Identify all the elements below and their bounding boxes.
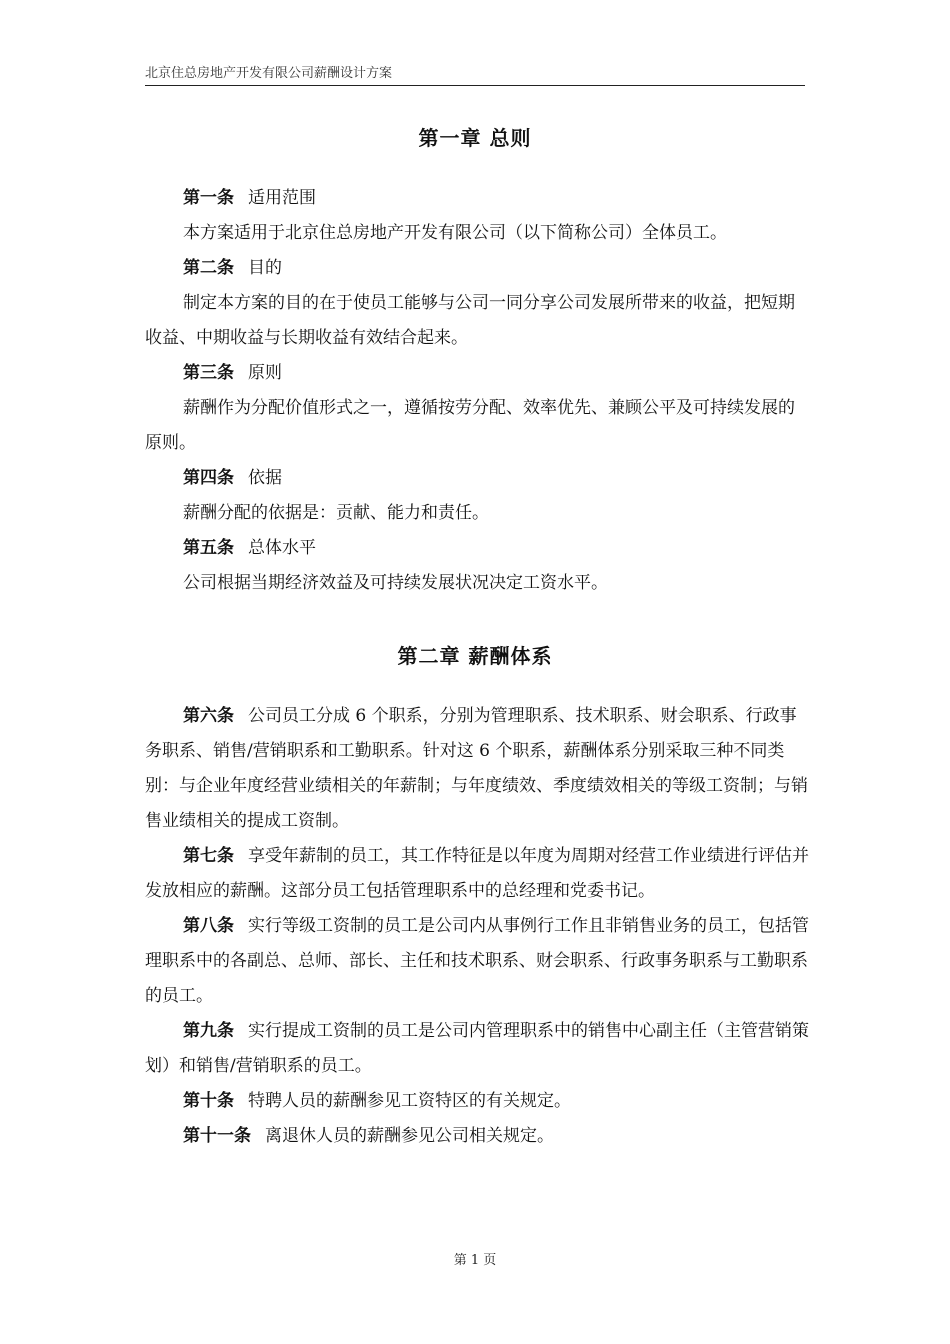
article-heading: 总体水平 [248,538,316,558]
article-6 [145,699,810,839]
article-label: 第四条 [183,468,234,488]
article-label: 第九条 [183,1021,234,1041]
article-label: 第八条 [183,916,234,936]
article-text: 实行等级工资制的员工是公司内从事例行工作且非销售业务的员工，包括管理职系中的各副总、总师、部长、主任和技术职系、财会职系、行政事务职系与工勤职系的员工。 [145,916,809,1006]
chapter-1-body [145,181,810,601]
article-label: 第二条 [183,258,234,278]
article-5-heading [145,531,810,566]
article-7 [145,839,810,909]
article-10 [145,1084,810,1119]
article-heading: 原则 [248,363,282,383]
article-text: 享受年薪制的员工，其工作特征是以年度为周期对经营工作业绩进行评估并发放相应的薪酬。这部分员工包括管理职系中的总经理和党委书记。 [145,846,809,901]
chapter-2-body [145,699,810,1154]
article-heading: 目的 [248,258,282,278]
article-label: 第五条 [183,538,234,558]
chapter-1-title: 第一章 总则 [418,126,532,150]
article-1-body: 本方案适用于北京住总房地产开发有限公司（以下简称公司）全体员工。 [183,223,727,243]
chapter-2-title: 第二章 薪酬体系 [397,644,553,668]
article-text: 实行提成工资制的员工是公司内管理职系中的销售中心副主任（主管营销策划）和销售/营销职系的员工。 [145,1021,809,1076]
article-label: 第十一条 [183,1126,251,1146]
article-2-heading [145,251,810,286]
article-label: 第三条 [183,363,234,383]
article-heading: 依据 [248,468,282,488]
article-5-body: 公司根据当期经济效益及可持续发展状况决定工资水平。 [183,573,608,593]
page-number: 第 1 页 [453,1253,497,1268]
article-8 [145,909,810,1014]
article-heading: 适用范围 [248,188,316,208]
article-11 [145,1119,810,1154]
page-header: 北京住总房地产开发有限公司薪酬设计方案 [145,66,805,86]
article-9 [145,1014,810,1084]
article-text: 离退休人员的薪酬参见公司相关规定。 [265,1126,554,1146]
article-1-heading [145,181,810,216]
article-text: 公司员工分成 6 个职系，分别为管理职系、技术职系、财会职系、行政事务职系、销售/营销职系和工勤职系。针对这 6 个职系，薪酬体系分别采取三种不同类别：与企业年度经营业绩相关的年薪制；与年度绩效、季度绩效相关的等级工资制；与销售业绩相关的提成工资制。 [145,706,808,831]
article-3-heading [145,356,810,391]
article-label: 第十条 [183,1091,234,1111]
article-label: 第一条 [183,188,234,208]
article-label: 第七条 [183,846,234,866]
article-text: 特聘人员的薪酬参见工资特区的有关规定。 [248,1091,571,1111]
article-4-body: 薪酬分配的依据是：贡献、能力和责任。 [183,503,489,523]
article-2-body: 制定本方案的目的在于使员工能够与公司一同分享公司发展所带来的收益，把短期收益、中期收益与长期收益有效结合起来。 [145,293,795,348]
article-4-heading [145,461,810,496]
article-3-body: 薪酬作为分配价值形式之一，遵循按劳分配、效率优先、兼顾公平及可持续发展的原则。 [145,398,795,453]
article-label: 第六条 [183,706,234,726]
